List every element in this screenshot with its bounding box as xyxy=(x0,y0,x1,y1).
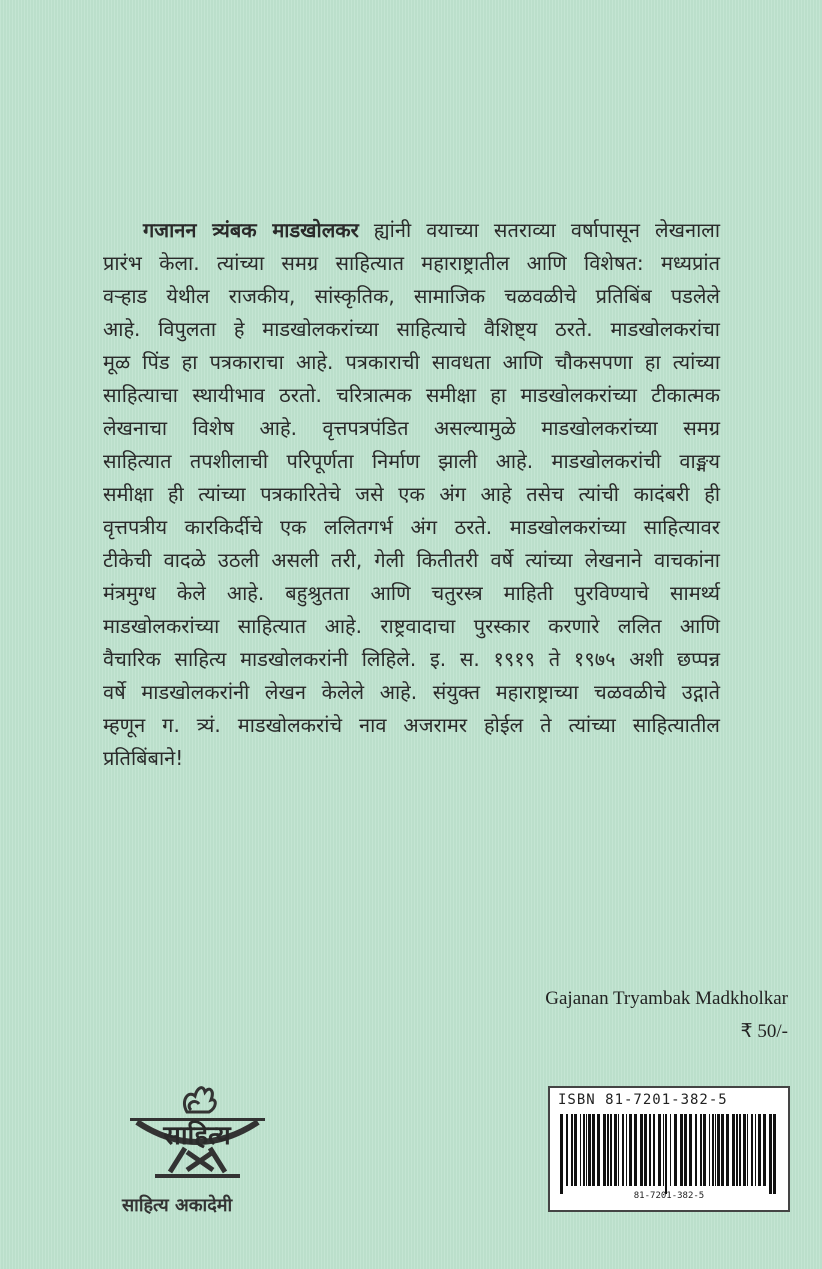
barcode-bar xyxy=(626,1114,627,1186)
barcode-bar xyxy=(739,1114,741,1186)
barcode-bar xyxy=(689,1114,692,1186)
barcode-bar xyxy=(773,1114,776,1194)
blurb-line: लेखनाचा विशेष आहे. वृत्तपत्रपंडित असल्यामुळे माडखोलकरांच्या समग्र xyxy=(103,416,720,440)
barcode-bar xyxy=(603,1114,606,1186)
blurb-line: वर्षे माडखोलकरांनी लेखन केलेले आहे. संयुक्त महाराष्ट्राच्या चळवळीचे उद्गाते xyxy=(103,680,720,704)
barcode-bar xyxy=(574,1114,577,1186)
barcode-bar xyxy=(670,1114,671,1186)
barcode-bar xyxy=(763,1114,766,1186)
barcode-bar xyxy=(703,1114,706,1186)
blurb-line: प्रारंभ केला. त्यांच्या समग्र साहित्यात महाराष्ट्रातील आणि विशेषत: मध्यप्रांत xyxy=(103,251,720,275)
barcode-bar xyxy=(597,1114,600,1186)
barcode-bar xyxy=(709,1114,710,1186)
barcode-bar xyxy=(755,1114,756,1186)
barcode-bar xyxy=(634,1114,637,1186)
barcode-bar xyxy=(614,1114,617,1186)
blurb-line: मूळ पिंड हा पत्रकाराचा आहे. पत्रकाराची सावधता आणि चौकसपणा हा त्यांच्या xyxy=(103,350,720,374)
barcode-bar xyxy=(588,1114,591,1186)
isbn-number: 81-7201-382-5 xyxy=(633,1191,705,1201)
price: ₹ 50/- xyxy=(740,1021,788,1042)
barcode-bar xyxy=(715,1114,716,1186)
barcode-bar xyxy=(629,1114,632,1186)
barcode-bar xyxy=(663,1114,664,1186)
barcode-bar xyxy=(758,1114,761,1186)
barcode-bar xyxy=(658,1114,661,1186)
barcode-bar xyxy=(592,1114,595,1186)
blurb-line: वऱ्हाड येथील राजकीय, सांस्कृतिक, सामाजिक चळवळीचे प्रतिबिंब पडलेले xyxy=(103,284,720,308)
barcode-bar xyxy=(732,1114,735,1186)
blurb-line: साहित्याचा स्थायीभाव ठरतो. चरित्रात्मक समीक्षा हा माडखोलकरांच्या टीकात्मक xyxy=(103,383,720,407)
blurb-line: गजानन त्र्यंबक माडखोलकर ह्यांनी वयाच्या सतराव्या वर्षापासून लेखनाला xyxy=(143,218,720,242)
logo-lettering: साहित्य xyxy=(163,1121,231,1151)
barcode-bar xyxy=(571,1114,573,1186)
blurb-line: टीकेची वादळे उठली असली तरी, गेली कितीतरी वर्षे त्यांच्या लेखनाने वाचकांना xyxy=(103,548,720,572)
isbn-barcode xyxy=(548,1086,790,1212)
barcode-bar xyxy=(653,1114,655,1186)
author-english-name: Gajanan Tryambak Madkholkar xyxy=(545,988,788,1009)
publisher-name: साहित्य अकादेमी xyxy=(122,1195,233,1216)
barcode-bar xyxy=(717,1114,720,1186)
barcode-bar xyxy=(644,1114,647,1186)
barcode-bar xyxy=(743,1114,746,1186)
barcode-bar xyxy=(721,1114,724,1186)
barcode-bar xyxy=(674,1114,677,1186)
barcode-bar xyxy=(680,1114,683,1186)
isbn-label: ISBN 81-7201-382-5 xyxy=(558,1092,728,1108)
barcode-bar xyxy=(684,1114,687,1186)
barcode-bar xyxy=(640,1114,643,1186)
blurb-line: समीक्षा ही त्यांच्या पत्रकारितेचे जसे एक अंग आहे तसेच त्यांची कादंबरी ही xyxy=(103,482,720,506)
barcode-bar xyxy=(649,1114,651,1186)
barcode-bar xyxy=(665,1114,667,1194)
barcode-bar xyxy=(618,1114,619,1186)
barcode-bar xyxy=(695,1114,697,1186)
barcode-bar xyxy=(622,1114,624,1186)
blurb-text xyxy=(103,214,720,775)
barcode-bar xyxy=(583,1114,585,1186)
barcode-bar xyxy=(586,1114,587,1186)
blurb-line: प्रतिबिंबाने! xyxy=(103,746,184,770)
blurb-line: आहे. विपुलता हे माडखोलकरांच्या साहित्याचे वैशिष्ट्य ठरते. माडखोलकरांचा xyxy=(103,317,720,341)
barcode-bar xyxy=(751,1114,753,1186)
blurb-line: म्हणून ग. त्र्यं. माडखोलकरांचे नाव अजरामर होईल ते त्यांच्या साहित्यातील xyxy=(103,713,720,737)
blurb-line: वैचारिक साहित्य माडखोलकरांनी लिहिले. इ. स. १९१९ ते १९७५ अशी छप्पन्न xyxy=(103,647,720,671)
barcode-bar xyxy=(747,1114,748,1186)
barcode-bar xyxy=(566,1114,568,1186)
blurb-line: मंत्रमुग्ध केले आहे. बहुश्रुतता आणि चतुरस्त्र माहिती पुरविण्याचे सामर्थ्य xyxy=(103,581,720,605)
barcode-bar xyxy=(726,1114,729,1186)
barcode-bar xyxy=(700,1114,702,1186)
barcode-bar xyxy=(712,1114,714,1186)
blurb-line: माडखोलकरांच्या साहित्यात आहे. राष्ट्रवादाचा पुरस्कार करणारे ललित आणि xyxy=(103,614,720,638)
barcode-bar xyxy=(610,1114,612,1186)
barcode-bar xyxy=(560,1114,563,1194)
barcode-bar xyxy=(736,1114,738,1186)
author-name-bold: गजानन त्र्यंबक माडखोलकर xyxy=(143,218,359,242)
barcode-bar xyxy=(769,1114,772,1194)
barcode-bars xyxy=(560,1114,776,1194)
sahitya-akademi-logo xyxy=(125,1082,270,1182)
blurb-line: साहित्यात तपशीलाची परिपूर्णता निर्माण झाली आहे. माडखोलकरांची वाङ्मय xyxy=(103,449,720,473)
barcode-bar xyxy=(607,1114,609,1186)
barcode-bar xyxy=(580,1114,581,1186)
blurb-line: वृत्तपत्रीय कारकिर्दीचे एक ललितगर्भ अंग ठरते. माडखोलकरांच्या साहित्यावर xyxy=(103,515,720,539)
